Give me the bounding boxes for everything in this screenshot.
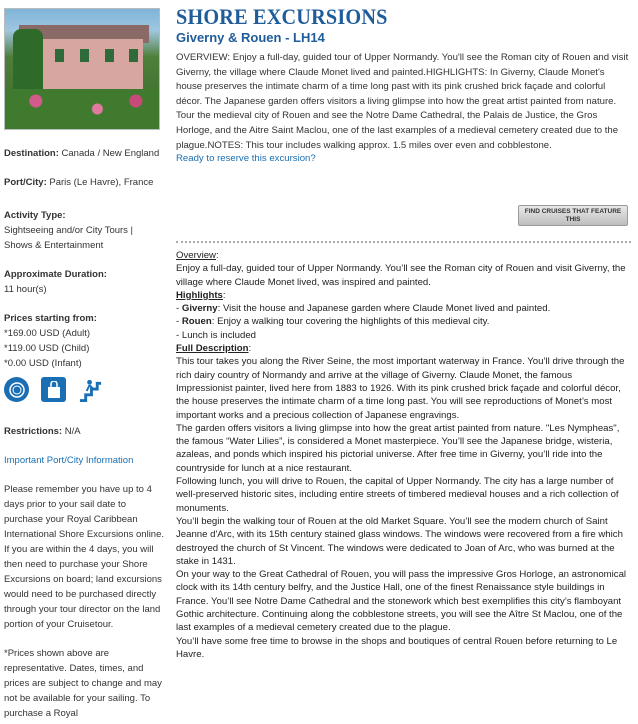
destination-block bbox=[4, 146, 164, 161]
highlight-text: : Visit the house and Japanese garden where Claude Monet lived and painted. bbox=[217, 303, 551, 315]
destination-label: Destination: bbox=[4, 148, 59, 159]
port-value: Paris (Le Havre), France bbox=[49, 177, 154, 188]
overview-summary: OVERVIEW: Enjoy a full-day, guided tour of Upper Normandy. You'll see the Roman city of Rouen and visit Giverny, the village where Claude Monet lived and painted.HIGHLIGHTS: In Giverny, Claude Monet's house preserves the intimate charm of a time long past with its pink crushed brick façade and colorful décor. The Japanese garden offers visitors a living glimpse into how the great artist painted from nature. Tour the medieval city of Rouen and see the Notre Dame Cathedral, the Palais de Justice, the Gros Horloge, and the Aitre Saint Maclou, one of the last examples of a medieval cemetery created due to the plague.NOTES: This tour includes walking approx. 1.5 miles over even and cobblestone. bbox=[176, 52, 629, 151]
walking-stairs-icon bbox=[78, 377, 103, 402]
price-adult: *169.00 USD (Adult) bbox=[4, 328, 91, 339]
highlight-label: Giverny bbox=[181, 303, 218, 315]
activity-icons bbox=[4, 377, 164, 402]
full-description-heading: Full Description bbox=[176, 343, 249, 355]
activity-label: Activity Type: bbox=[4, 210, 66, 221]
duration-value: 11 hour(s) bbox=[4, 284, 47, 295]
port-block bbox=[4, 175, 164, 190]
restrictions-value: N/A bbox=[64, 426, 81, 437]
sidebar bbox=[4, 8, 164, 721]
details-section: Overview: Enjoy a full-day, guided tour of Upper Normandy. You’ll see the Roman city of Rouen and visit Giverny, the village where Claude Monet lived, was inspired and painted. Highlights: - Giverny: Visit the house and Japanese garden where Claude Monet lived and painted. - Rouen: Enjoy a walking tour covering the highlights of this medieval city. - Lunch is included Full Description: This tour takes you along the River Seine, the most important waterway in France. You’ll drive through the rich dairy country of Normandy and arrive at the village of Giverny. Claude Monet, the famous Impressionist painter, lived here from 1883 to 1926. With its pink crushed brick façade and colorful décor, the house preserves the intimate charm of a time long past. You will see reproductions of Monet’s most important works and a precious collection of Japanese engravings. The garden offers visitors a living glimpse into how the great artist painted from nature. "Les Nympheas", the famous “Water Lilies”, is considered a Monet masterpiece. You’ll see the Japanese bridge, wisteria, azaleas, and ponds which inspired his pictorial universe. After free time in Giverny, you’ll ride into the countryside for lunch at a nice restaurant. Following lunch, you will drive to Rouen, the capital of Upper Normandy. The city has a large number of well-preserved historic sites, including entire streets of timbered medieval houses and a rich collection of monuments. You’ll begin the walking tour of Rouen at the old Market Square. You’ll see the modern church of Saint Jeanne d'Arc, with its 15th century stained glass windows. The windows were recovered from a fire which destroyed the church of St Vincent. The windows were dedicated to Joan of Arc, who was burned at the stake in 1431. On your way to the Great Cathedral of Rouen, you will pass the impressive Gros Horloge, an astronomical clock with its 14th century belfry, and the Justice Hall, one of the finest Renaissance style buildings in France. You’ll see Notre Dame Cathedral and the stonework which best exemplifies this city’s flamboyant Gothic architecture. Continuing along the cobblestone streets, you will see the Aître St Maclou, one of the last examples of a medieval cemetery created due to the plague. You’ll have some free time to browse in the shops and boutiques of central Rouen before returning to Le Havre. bbox=[176, 249, 631, 661]
highlight-text: Lunch is included bbox=[181, 329, 257, 341]
highlight-item: - Giverny: Visit the house and Japanese garden where Claude Monet lived and painted. bbox=[176, 303, 551, 315]
description-paragraph: Following lunch, you will drive to Rouen, the capital of Upper Normandy. The city has a large number of well-preserved historic sites, including entire streets of timbered medieval houses and a rich collection of monuments. bbox=[176, 476, 619, 514]
reserve-link[interactable]: Ready to reserve this excursion? bbox=[176, 153, 316, 165]
price-child: *119.00 USD (Child) bbox=[4, 343, 90, 354]
description-paragraph: On your way to the Great Cathedral of Rouen, you will pass the impressive Gros Horloge, an astronomical clock with its 14th century belfry, and the Justice Hall, one of the finest Renaissance style buildings in France. You’ll see Notre Dame Cathedral and the stonework which best exemplifies this city’s flamboyant Gothic architecture. Continuing along the cobblestone streets, you will see the Aître St Maclou, one of the last examples of a medieval cemetery created due to the plague. bbox=[176, 569, 627, 634]
excursion-subtitle: Giverny & Rouen - LH14 bbox=[176, 30, 325, 45]
dining-icon bbox=[4, 377, 29, 402]
prices-disclaimer: *Prices shown above are representative. Dates, times, and prices are subject to change and may not be available for your sailing. To purchase a Royal bbox=[4, 648, 162, 719]
duration-label: Approximate Duration: bbox=[4, 269, 107, 280]
port-label: Port/City: bbox=[4, 177, 47, 188]
description-paragraph: You’ll begin the walking tour of Rouen at the old Market Square. You’ll see the modern church of Saint Jeanne d'Arc, with its 15th century stained glass windows. The windows were recovered from a fire which destroyed the church of St Vincent. The windows were dedicated to Joan of Arc, who was burned at the stake in 1431. bbox=[176, 515, 623, 567]
divider bbox=[176, 241, 631, 243]
description-paragraph: The garden offers visitors a living glimpse into how the great artist painted from nature. "Les Nympheas", the famous “Water Lilies”, is considered a Monet masterpiece. You’ll see the Japanese bridge, wisteria, azaleas, and ponds which inspired his pictorial universe. After free time in Giverny, you’ll ride into the countryside for lunch at a nice restaurant. bbox=[176, 422, 620, 474]
duration-block bbox=[4, 267, 164, 297]
highlights-heading: Highlights bbox=[176, 289, 223, 301]
highlight-label: Rouen bbox=[181, 316, 212, 328]
activity-value: Sightseeing and/or City Tours | Shows & Entertainment bbox=[4, 225, 134, 251]
activity-block bbox=[4, 208, 164, 253]
page-title: SHORE EXCURSIONS bbox=[176, 4, 388, 29]
description-paragraph: This tour takes you along the River Seine, the most important waterway in France. You’ll drive through the rich dairy country of Normandy and arrive at the village of Giverny. Claude Monet, the famous Impressionist painter, lived here from 1883 to 1926. With its pink crushed brick façade and colorful décor, the house preserves the intimate charm of a time long past. You will see reproductions of Monet’s most important works and a precious collection of Japanese engravings. bbox=[176, 356, 625, 421]
find-cruises-button[interactable]: FIND CRUISES THAT FEATURE THIS bbox=[518, 205, 628, 226]
prices-label: Prices starting from: bbox=[4, 313, 97, 324]
purchase-note: Please remember you have up to 4 days prior to your sail date to purchase your Royal Caribbean International Shore Excursions online. If you are within the 4 days, you will then need to purchase your Shore Excursions on board; land excursions would need to be purchased directly through your tour director on the land portion of your Cruisetour. bbox=[4, 484, 165, 630]
port-info-link[interactable]: Important Port/City Information bbox=[4, 455, 134, 466]
highlight-text: : Enjoy a walking tour covering the highlights of this medieval city. bbox=[211, 316, 490, 328]
overview-text: Enjoy a full-day, guided tour of Upper Normandy. You’ll see the Roman city of Rouen and visit Giverny, the village where Claude Monet lived, was inspired and painted. bbox=[176, 263, 626, 288]
excursion-photo bbox=[4, 8, 160, 130]
destination-value: Canada / New England bbox=[61, 148, 160, 159]
restrictions-block bbox=[4, 424, 164, 439]
highlight-item: - Lunch is included bbox=[176, 329, 257, 341]
price-infant: *0.00 USD (Infant) bbox=[4, 358, 82, 369]
description-paragraph: You’ll have some free time to browse in the shops and boutiques of central Rouen before returning to Le Havre. bbox=[176, 635, 618, 660]
overview-heading: Overview bbox=[176, 250, 216, 261]
shopping-bag-icon bbox=[41, 377, 66, 402]
main-content bbox=[176, 4, 631, 660]
highlight-item: - Rouen: Enjoy a walking tour covering the highlights of this medieval city. bbox=[176, 316, 490, 328]
prices-block bbox=[4, 311, 164, 371]
restrictions-label: Restrictions: bbox=[4, 426, 63, 437]
